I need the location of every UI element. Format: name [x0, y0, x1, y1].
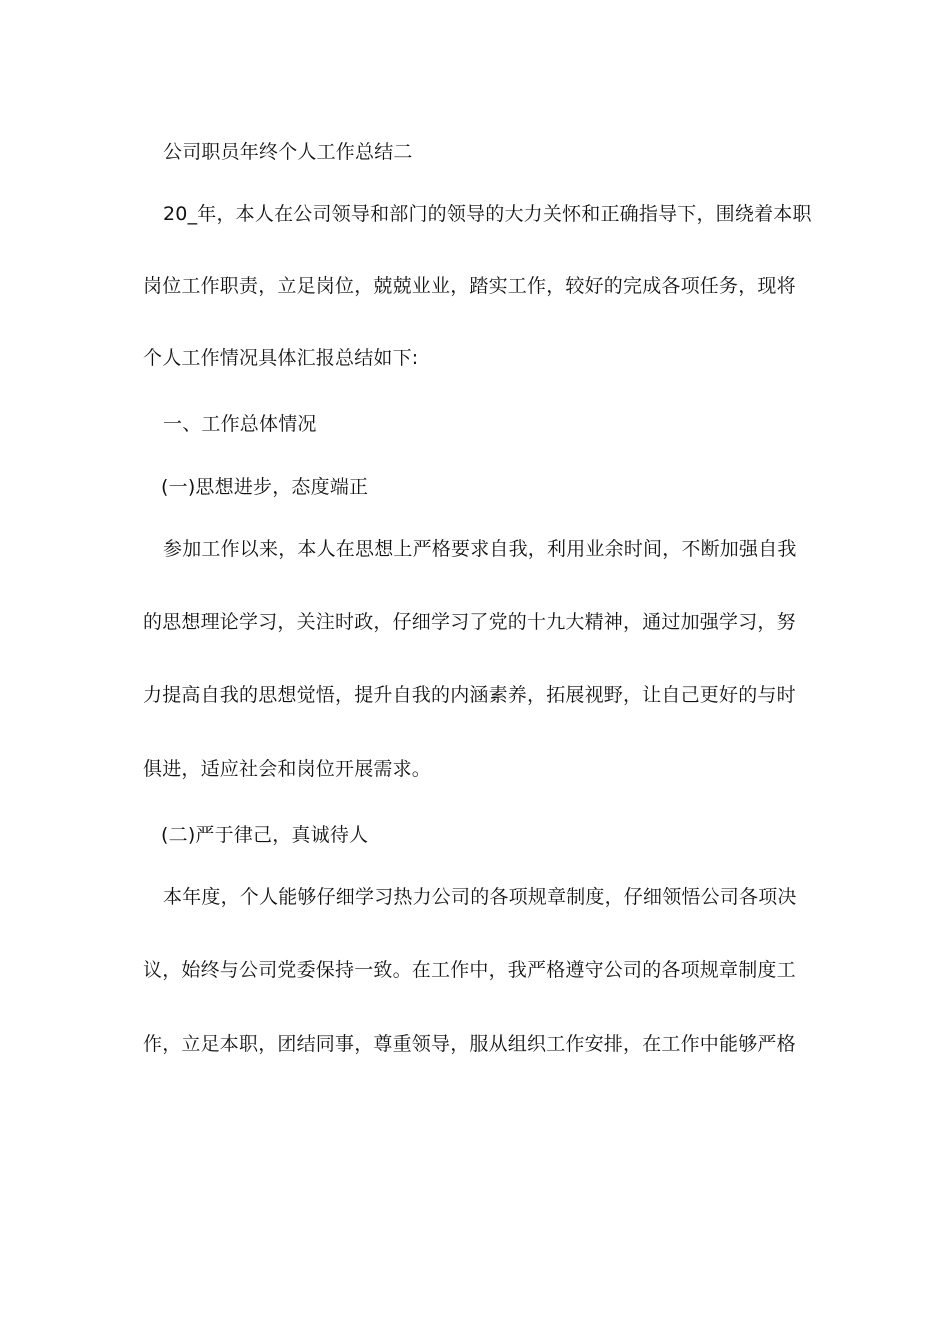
paragraph-line: 20_年，本人在公司领导和部门的领导的大力关怀和正确指导下，围绕着本职 [163, 203, 812, 225]
paragraph-line: 参加工作以来，本人在思想上严格要求自我，利用业余时间，不断加强自我 [163, 538, 797, 560]
section-heading: 一、工作总体情况 [163, 413, 317, 435]
paragraph-line: 个人工作情况具体汇报总结如下: [143, 347, 419, 369]
paragraph-line: 作，立足本职，团结同事，尊重领导，服从组织工作安排，在工作中能够严格 [143, 1033, 796, 1055]
paragraph-line: 议，始终与公司党委保持一致。在工作中，我严格遵守公司的各项规章制度工 [143, 959, 796, 981]
paragraph-line: 本年度，个人能够仔细学习热力公司的各项规章制度，仔细领悟公司各项决 [163, 886, 797, 908]
paragraph-line: 俱进，适应社会和岗位开展需求。 [143, 758, 432, 780]
paragraph-line: 的思想理论学习，关注时政，仔细学习了党的十九大精神，通过加强学习，努 [143, 611, 796, 633]
document-title: 公司职员年终个人工作总结二 [163, 141, 413, 163]
subsection-heading: (二)严于律己，真诚待人 [161, 824, 369, 846]
paragraph-line: 力提高自我的思想觉悟，提升自我的内涵素养，拓展视野，让自己更好的与时 [143, 684, 796, 706]
paragraph-line: 岗位工作职责，立足岗位，兢兢业业，踏实工作，较好的完成各项任务，现将 [143, 275, 796, 297]
subsection-heading: (一)思想进步，态度端正 [161, 476, 369, 498]
